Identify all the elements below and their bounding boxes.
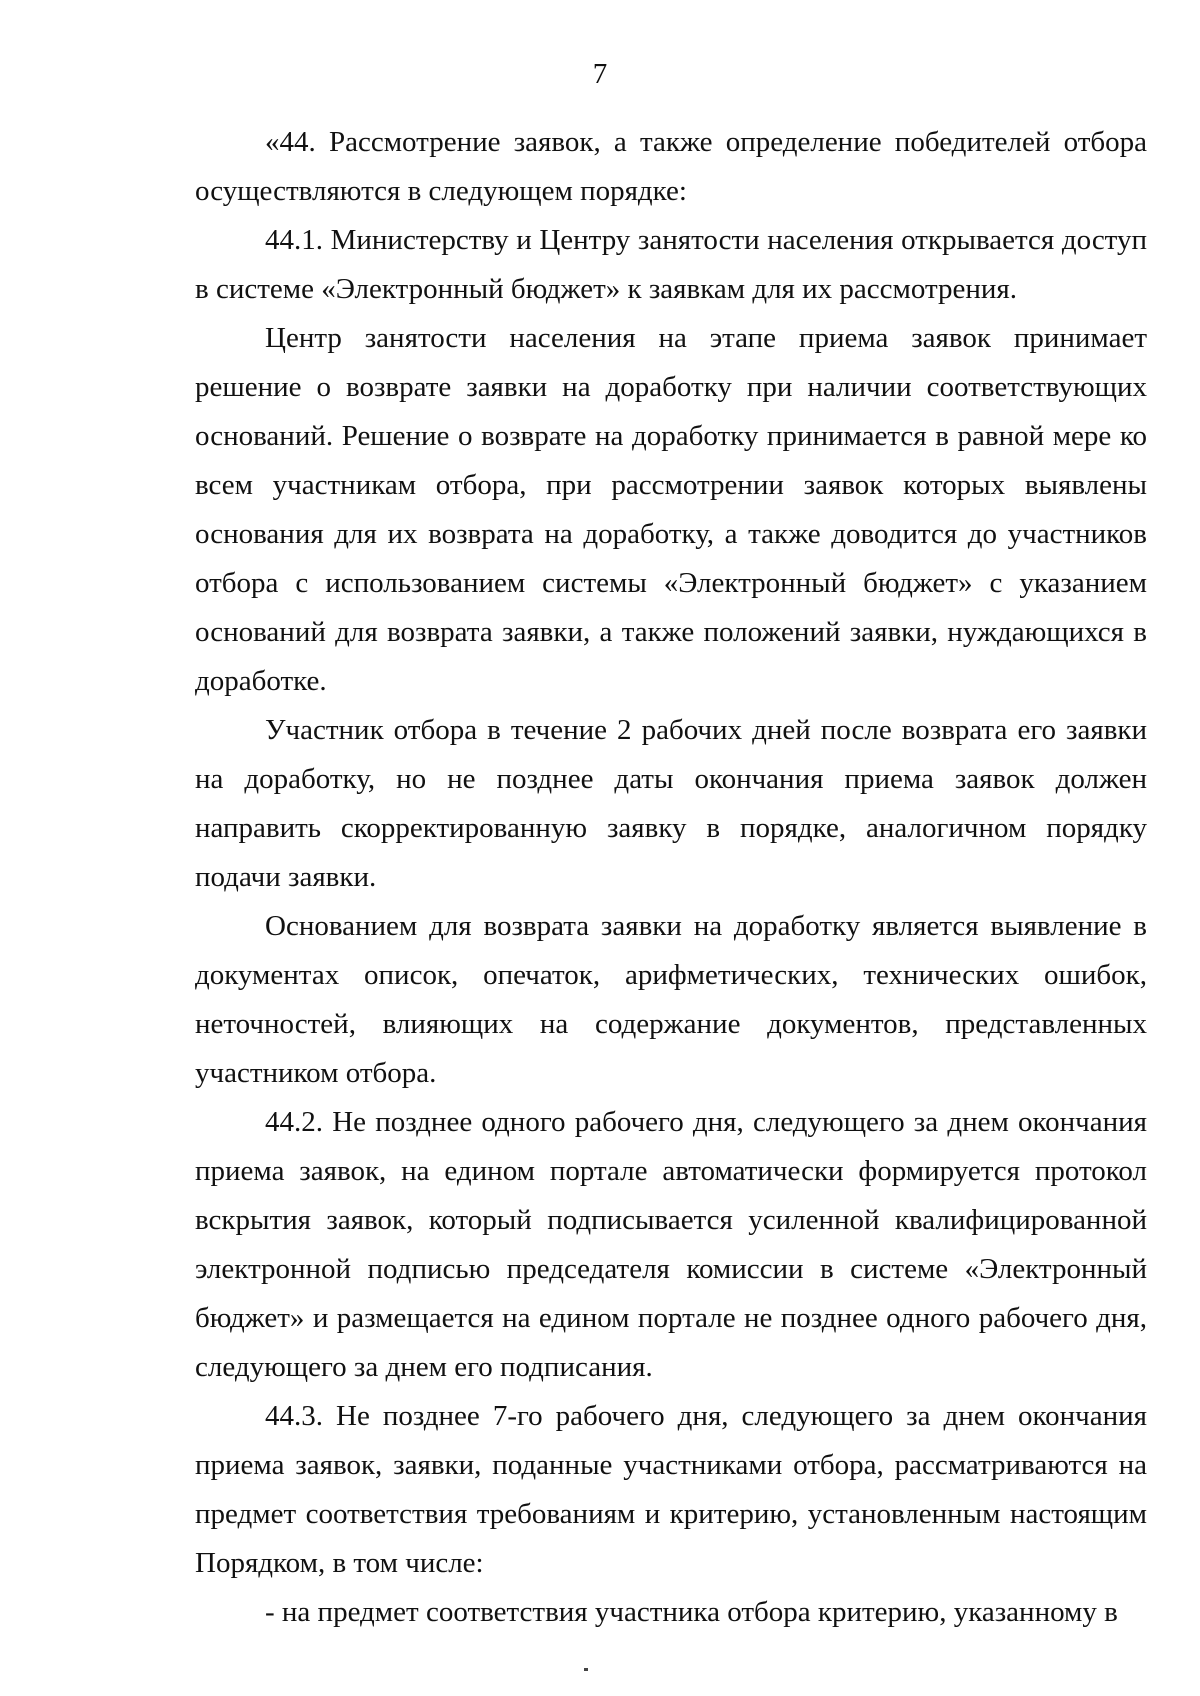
paragraph-44-2: 44.2. Не позднее одного рабочего дня, следующего за днем окончания приема заявок, на едином портале автоматически формируется протокол вскрытия заявок, который подписывается усиленной квалифицированной электронной подписью председателя комиссии в системе «Электронный бюджет» и размещается на едином портале не позднее одного рабочего дня, следующего за днем его подписания. [195, 1106, 1147, 1383]
paragraph-return-grounds: Основанием для возврата заявки на доработку является выявление в документах описок, опечаток, арифметических, технических ошибок, неточностей, влияющих на содержание документов, представленных участником отбора. [195, 910, 1147, 1089]
paragraph-return-decision: Центр занятости населения на этапе приема заявок принимает решение о возврате заявки на доработку при наличии соответствующих оснований. Решение о возврате на доработку принимается в равной мере ко всем участникам отбора, при рассмотрении заявок которых выявлены основания для их возврата на доработку, а также доводится до участников отбора с использованием системы «Электронный бюджет» с указанием оснований для возврата заявки, а также положений заявки, нуждающихся в доработке. [195, 322, 1147, 697]
paragraph-44-3: 44.3. Не позднее 7-го рабочего дня, следующего за днем окончания приема заявок, заявки, поданные участниками отбора, рассматриваются на предмет соответствия требованиям и критерию, установленным настоящим Порядком, в том числе: [195, 1400, 1147, 1579]
scan-speck [584, 1668, 588, 1671]
paragraph-44: «44. Рассмотрение заявок, а также определение победителей отбора осуществляются в следующем порядке: [195, 126, 1147, 207]
paragraph-criterion-item: - на предмет соответствия участника отбора критерию, указанному в [265, 1596, 1118, 1628]
paragraph-participant-resubmit: Участник отбора в течение 2 рабочих дней после возврата его заявки на доработку, но не позднее даты окончания приема заявок должен направить скорректированную заявку в порядке, аналогичном порядку подачи заявки. [195, 714, 1147, 893]
document-body [195, 118, 1147, 1637]
page-number: 7 [592, 58, 608, 90]
paragraph-44-1: 44.1. Министерству и Центру занятости населения открывается доступ в системе «Электронный бюджет» к заявкам для их рассмотрения. [195, 224, 1147, 305]
